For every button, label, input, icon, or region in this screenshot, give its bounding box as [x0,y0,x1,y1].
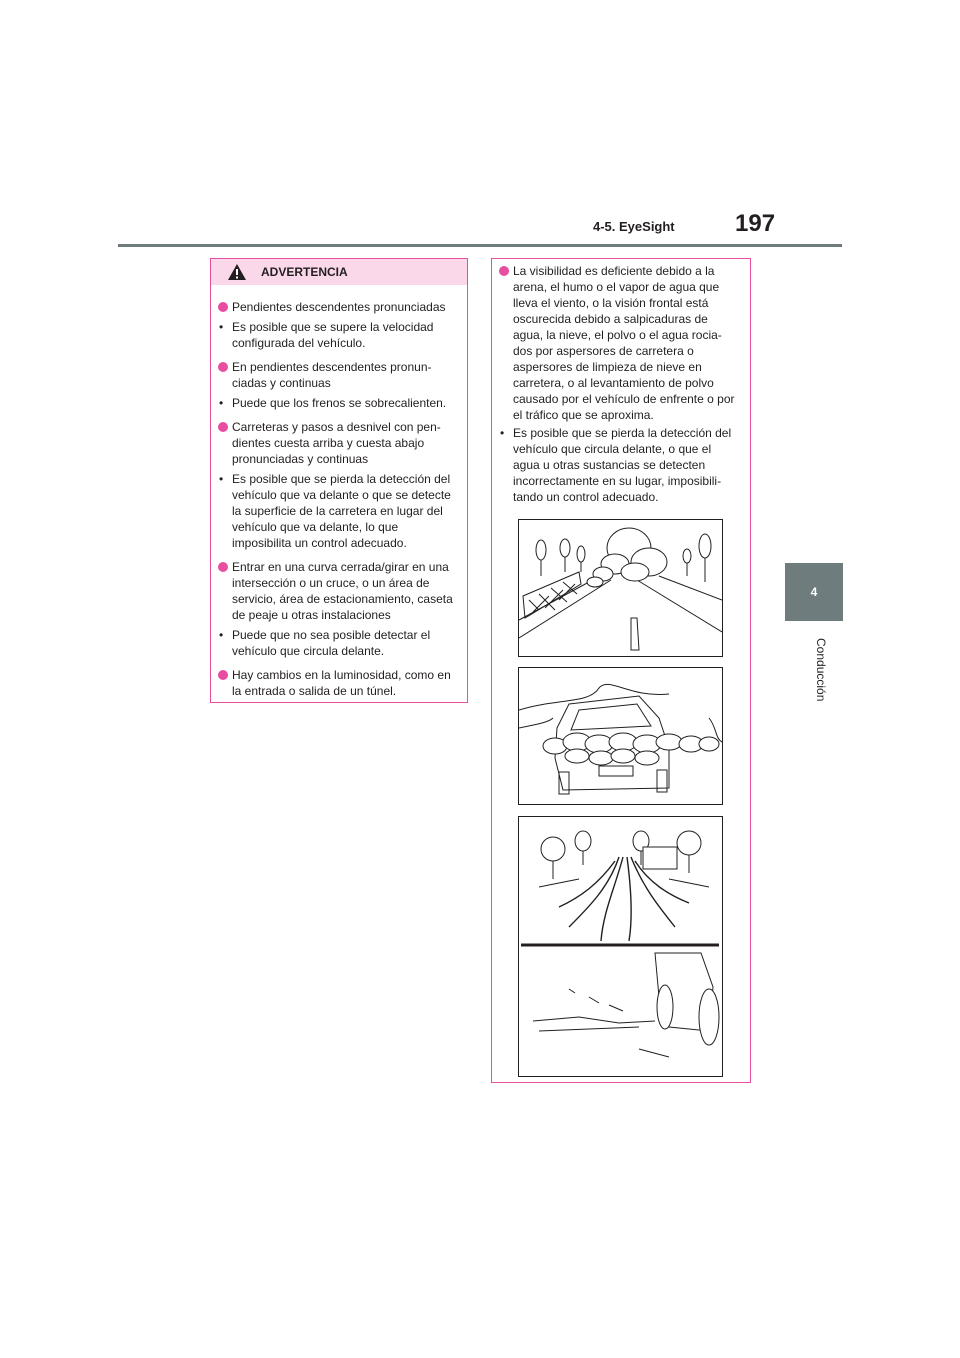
header-rule [118,244,842,247]
warning-item: Carreteras y pasos a desnivel con pen- dientes cuesta arriba y cuesta abajo pronunciadas y continuas [215,419,453,467]
warning-subitem: • Es posible que se pierda la detección del vehículo que va delante o que se detecte la superficie de la carretera en lugar del vehículo que va delante, lo que imposibilita un control adecuado. [215,471,453,551]
warning-item: En pendientes descendentes pronun- ciadas y continuas [215,359,453,391]
bullet-dot-icon [218,670,228,680]
warning-triangle-icon [227,263,247,281]
warning-subitem: • Es posible que se supere la velocidad configurada del vehículo. [215,319,453,351]
chapter-number: 4 [810,585,818,599]
chapter-tab [785,563,843,621]
chapter-label: Conducción [814,638,828,702]
section-title: 4-5. EyeSight [593,219,675,234]
bullet-dot-icon [218,422,228,432]
warning-item: Hay cambios en la luminosidad, como en la entrada o salida de un túnel. [215,667,453,699]
warning-item: Entrar en una curva cerrada/girar en una intersección o un cruce, o un área de servicio, área de estacionamiento, caseta de peaje u otras instalaciones [215,559,453,623]
warning-subitem: • Puede que los frenos se sobrecalienten. [215,395,453,411]
illustration-dust-road [518,519,723,657]
warning-subitem: • Puede que no sea posible detectar el vehículo que circula delante. [215,627,453,659]
bullet-dot-icon [499,266,509,276]
warning-header [211,259,467,285]
warning-item: La visibilidad es deficiente debido a la arena, el humo o el vapor de agua que lleva el viento, o la visión frontal está oscurecida debido a salpicaduras de agua, la nieve, el polvo o el agua rocia- dos por aspersores de carretera o aspersores de limpieza de nieve en carretera, o al levantamiento de polvo causado por el vehículo de enfrente o por el tráfico que se aproxima. [496,263,738,423]
warning-title: ADVERTENCIA [261,265,348,279]
bullet-dot-icon [218,562,228,572]
warning-item: Pendientes descendentes pronunciadas [215,299,453,315]
warning-box [210,258,468,703]
page-number: 197 [735,210,776,237]
warning-subitem: • Es posible que se pierda la detección del vehículo que circula delante, o que el agua u otras sustancias se detecten incorrectamente en su lugar, imposibili- tando un control adecuado. [496,425,738,505]
bullet-dot-icon [218,302,228,312]
bullet-dot-icon [218,362,228,372]
illustration-exhaust-car [518,667,723,805]
illustration-water-spray [518,816,723,1077]
